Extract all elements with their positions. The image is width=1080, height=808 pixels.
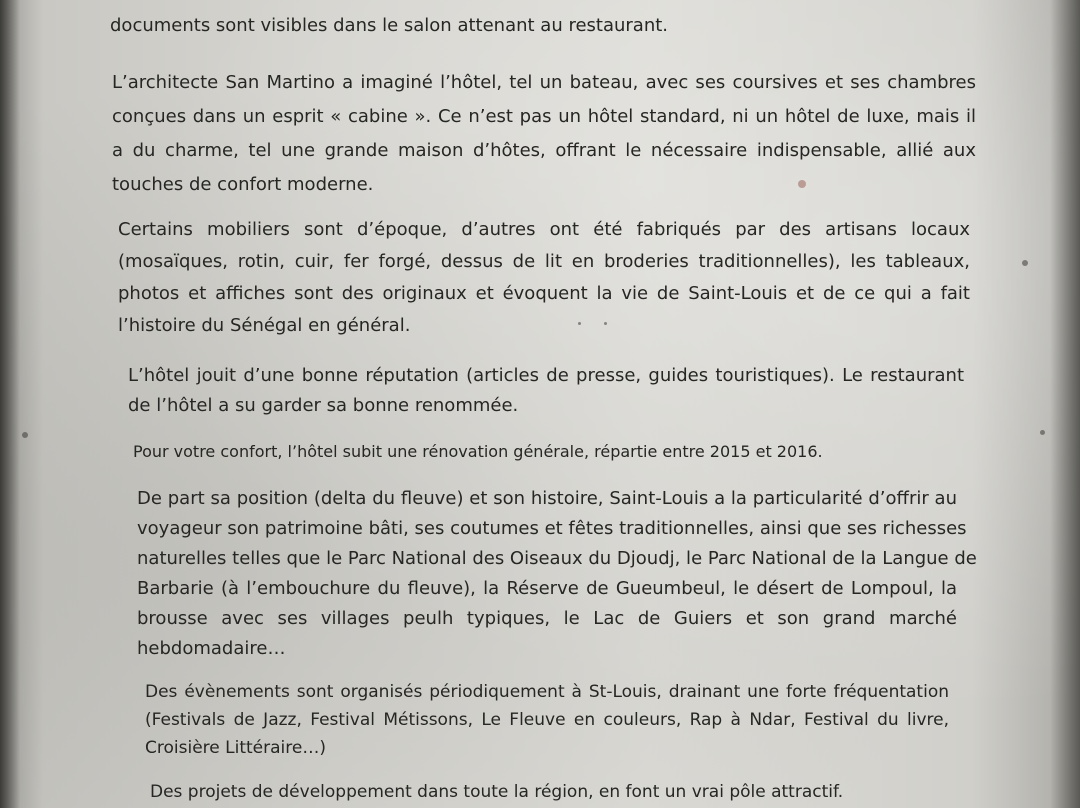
text-line: l’histoire du Sénégal en général. — [118, 315, 411, 336]
text-line: naturelles telles que le Parc National des Oiseaux du Djoudj, le Parc National de la Langue de — [137, 548, 977, 569]
paper-speck — [22, 432, 28, 438]
paragraph-evenements — [145, 678, 949, 762]
paragraph-saint-louis — [137, 484, 977, 664]
paper-speck — [1022, 260, 1028, 266]
paragraph-projets — [150, 780, 850, 804]
paragraph-renovation — [133, 440, 833, 464]
text-line: Croisière Littéraire…) — [145, 738, 326, 758]
text-line: L’architecte San Martino a imaginé l’hôtel, tel un bateau, avec ses coursives et ses chambres — [112, 72, 976, 93]
text-line: conçues dans un esprit « cabine ». Ce n’est pas un hôtel standard, ni un hôtel de luxe, mais il — [112, 106, 976, 127]
left-shadow-edge — [0, 0, 20, 808]
text-line: brousse avec ses villages peulh typiques, le Lac de Guiers et son grand marché — [137, 608, 957, 629]
text-line: De part sa position (delta du fleuve) et son histoire, Saint-Louis a la particularité d’offrir au — [137, 488, 957, 509]
paragraph-salon-documents — [110, 14, 682, 38]
text-line: hebdomadaire… — [137, 638, 286, 659]
paragraph-reputation — [128, 361, 964, 421]
text-line: (mosaïques, rotin, cuir, fer forgé, dessus de lit en broderies traditionnelles), les tableaux, — [118, 251, 970, 272]
right-shadow-edge — [1050, 0, 1080, 808]
text-line: touches de confort moderne. — [112, 174, 374, 195]
text-line: Des projets de développement dans toute la région, en font un vrai pôle attractif. — [150, 782, 844, 802]
text-line: Des évènements sont organisés périodiquement à St-Louis, drainant une forte fréquentation — [145, 682, 949, 702]
paragraph-mobiliers — [118, 214, 970, 342]
text-line: documents sont visibles dans le salon attenant au restaurant. — [110, 15, 669, 36]
paragraph-architecte — [112, 66, 976, 202]
paper-speck — [1040, 430, 1045, 435]
text-line: Barbarie (à l’embouchure du fleuve), la Réserve de Gueumbeul, le désert de Lompoul, la — [137, 578, 957, 599]
text-line: de l’hôtel a su garder sa bonne renommée. — [128, 395, 519, 416]
text-line: Certains mobiliers sont d’époque, d’autres ont été fabriqués par des artisans locaux — [118, 219, 970, 240]
text-line: (Festivals de Jazz, Festival Métissons, Le Fleuve en couleurs, Rap à Ndar, Festival du livre, — [145, 710, 949, 730]
text-line: a du charme, tel une grande maison d’hôtes, offrant le nécessaire indispensable, allié aux — [112, 140, 976, 161]
text-line: Pour votre confort, l’hôtel subit une rénovation générale, répartie entre 2015 et 2016. — [133, 442, 823, 461]
text-line: voyageur son patrimoine bâti, ses coutumes et fêtes traditionnelles, ainsi que ses richesses — [137, 518, 967, 539]
text-line: photos et affiches sont des originaux et évoquent la vie de Saint-Louis et de ce qui a fait — [118, 283, 970, 304]
text-line: L’hôtel jouit d’une bonne réputation (articles de presse, guides touristiques). Le restaurant — [128, 365, 964, 386]
